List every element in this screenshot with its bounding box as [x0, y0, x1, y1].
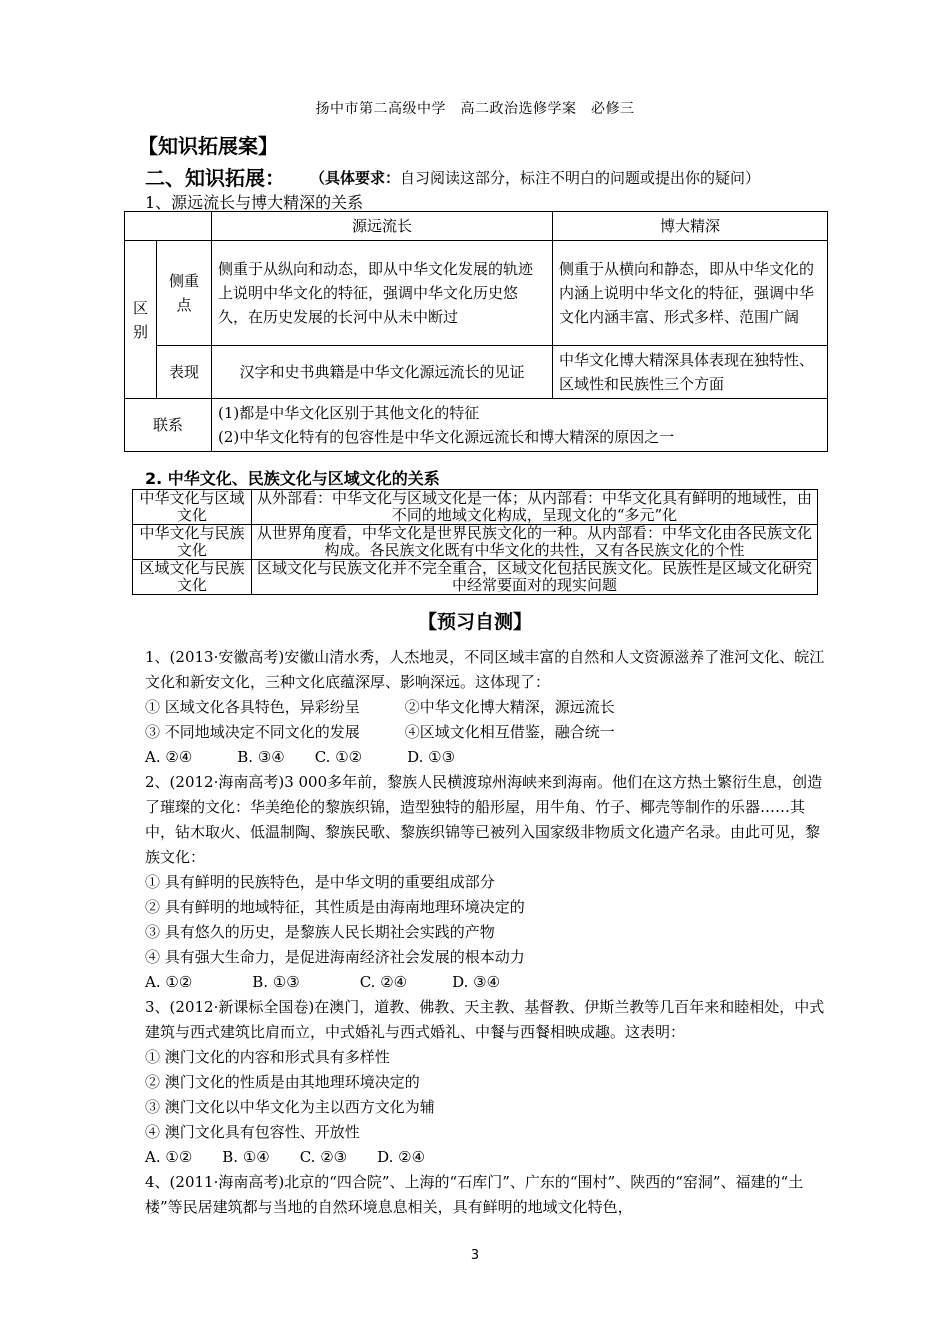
requirement-text: 自习阅读这部分，标注不明白的问题或提出你的疑问） [400, 169, 761, 187]
table-row [125, 212, 828, 241]
requirement-label: （具体要求： [310, 169, 401, 187]
table-row [125, 399, 828, 452]
question-option: ④ 澳门文化具有包容性、开放性 [145, 1123, 360, 1141]
table-label: 区域文化与民族文化 [133, 560, 252, 595]
question-option: ② 具有鲜明的地域特征，其性质是由海南地理环境决定的 [145, 898, 525, 916]
subsection-title: 二、知识拓展： [145, 166, 285, 190]
questions-section [145, 645, 825, 1220]
table-label: 区 别 [125, 241, 157, 399]
table-label: 表现 [157, 346, 212, 399]
question-option: ① 区域文化各具特色，异彩纷呈 ②中华文化博大精深，源远流长 [145, 698, 615, 716]
table-cell: 中华文化博大精深具体表现在独特性、区域性和民族性三个方面 [553, 346, 828, 399]
table-label: 中华文化与区域文化 [133, 490, 252, 525]
question-option: ③ 澳门文化以中华文化为主以西方文化为辅 [145, 1098, 435, 1116]
table-row [133, 560, 818, 595]
question-option: ① 澳门文化的内容和形式具有多样性 [145, 1048, 390, 1066]
relation-table-2 [132, 489, 818, 595]
lianxi-line: (1)都是中华文化区别于其他文化的特征 [218, 404, 480, 422]
preview-title: 【预习自测】 [417, 611, 532, 633]
relation-table-1 [124, 211, 828, 452]
question-option: ③ 具有悠久的历史，是黎族人民长期社会实践的产物 [145, 923, 495, 941]
page-header: 扬中市第二高级中学 高二政治选修学案 必修三 [315, 101, 635, 117]
table-label: 侧重 点 [157, 241, 212, 346]
table-cell: 汉字和史书典籍是中华文化源远流长的见证 [212, 346, 553, 399]
subsection-requirement [310, 167, 760, 188]
table-cell: 侧重于从纵向和动态，即从中华文化发展的轨迹上说明中华文化的特征，强调中华文化历史悠久，在历史发展的长河中从未中断过 [212, 241, 553, 346]
question-choices: A. ①② B. ①④ C. ②③ D. ②④ [145, 1148, 426, 1166]
question-option: ② 澳门文化的性质是由其地理环境决定的 [145, 1073, 420, 1091]
question-stem: 3、(2012·新课标全国卷)在澳门，道教、佛教、天主教、基督教、伊斯兰教等几百年来和睦相处，中式建筑与西式建筑比肩而立，中式婚礼与西式婚礼、中餐与西餐相映成趣。这表明： [145, 998, 825, 1041]
table-cell [212, 399, 828, 452]
table-label: 联系 [125, 399, 212, 452]
question-option: ③ 不同地域决定不同文化的发展 ④区域文化相互借鉴，融合统一 [145, 723, 615, 741]
table-cell: 从外部看：中华文化与区域文化是一体；从内部看：中华文化具有鲜明的地域性，由不同的地域文化构成，呈现文化的“多元”化 [252, 490, 818, 525]
question-option: ④ 具有强大生命力，是促进海南经济社会发展的根本动力 [145, 948, 525, 966]
question-choices: A. ①② B. ①③ C. ②④ D. ③④ [145, 973, 501, 991]
table-row [125, 346, 828, 399]
question-stem: 4、(2011·海南高考)北京的“四合院”、上海的“石库门”、广东的“围村”、陕西的“窑洞”、福建的“土楼”等民居建筑都与当地的自然环境息息相关，具有鲜明的地域文化特色， [145, 1173, 804, 1216]
table-header: 博大精深 [553, 212, 828, 241]
page-number: 3 [470, 1248, 480, 1263]
table-label: 中华文化与民族文化 [133, 525, 252, 560]
table-row [133, 490, 818, 525]
table-cell: 区域文化与民族文化并不完全重合，区域文化包括民族文化。民族性是区域文化研究中经常要面对的现实问题 [252, 560, 818, 595]
table-row [133, 525, 818, 560]
question-choices: A. ②④ B. ③④ C. ①② D. ①③ [145, 748, 456, 766]
table-cell-empty [125, 212, 212, 241]
question-stem: 1、(2013·安徽高考)安徽山清水秀，人杰地灵，不同区域丰富的自然和人文资源滋养了淮河文化、皖江文化和新安文化，三种文化底蕴深厚、影响深远。这体现了： [145, 648, 825, 691]
lianxi-line: (2)中华文化特有的包容性是中华文化源远流长和博大精深的原因之一 [218, 428, 675, 446]
table-cell: 从世界角度看，中华文化是世界民族文化的一种。从内部看：中华文化由各民族文化构成。各民族文化既有中华文化的共性，又有各民族文化的个性 [252, 525, 818, 560]
section-title: 【知识拓展案】 [138, 134, 278, 158]
question-stem: 2、(2012·海南高考)3 000多年前，黎族人民横渡琼州海峡来到海南。他们在这方热土繁衍生息，创造了璀璨的文化：华美绝伦的黎族织锦，造型独特的船形屋，用牛角、竹子、椰壳等制作的乐器……其中，钻木取火、低温制陶、黎族民歌、黎族织锦等已被列入国家级非物质文化遗产名录。由此可见，黎族文化： [145, 773, 823, 866]
table-header: 源远流长 [212, 212, 553, 241]
item1-title: 1、源远流长与博大精深的关系 [145, 193, 364, 212]
table-cell: 侧重于从横向和静态，即从中华文化的内涵上说明中华文化的特征，强调中华文化内涵丰富、形式多样、范围广阔 [553, 241, 828, 346]
question-option: ① 具有鲜明的民族特色，是中华文明的重要组成部分 [145, 873, 495, 891]
table-row [125, 241, 828, 346]
item2-title: 2. 中华文化、民族文化与区域文化的关系 [145, 469, 440, 488]
